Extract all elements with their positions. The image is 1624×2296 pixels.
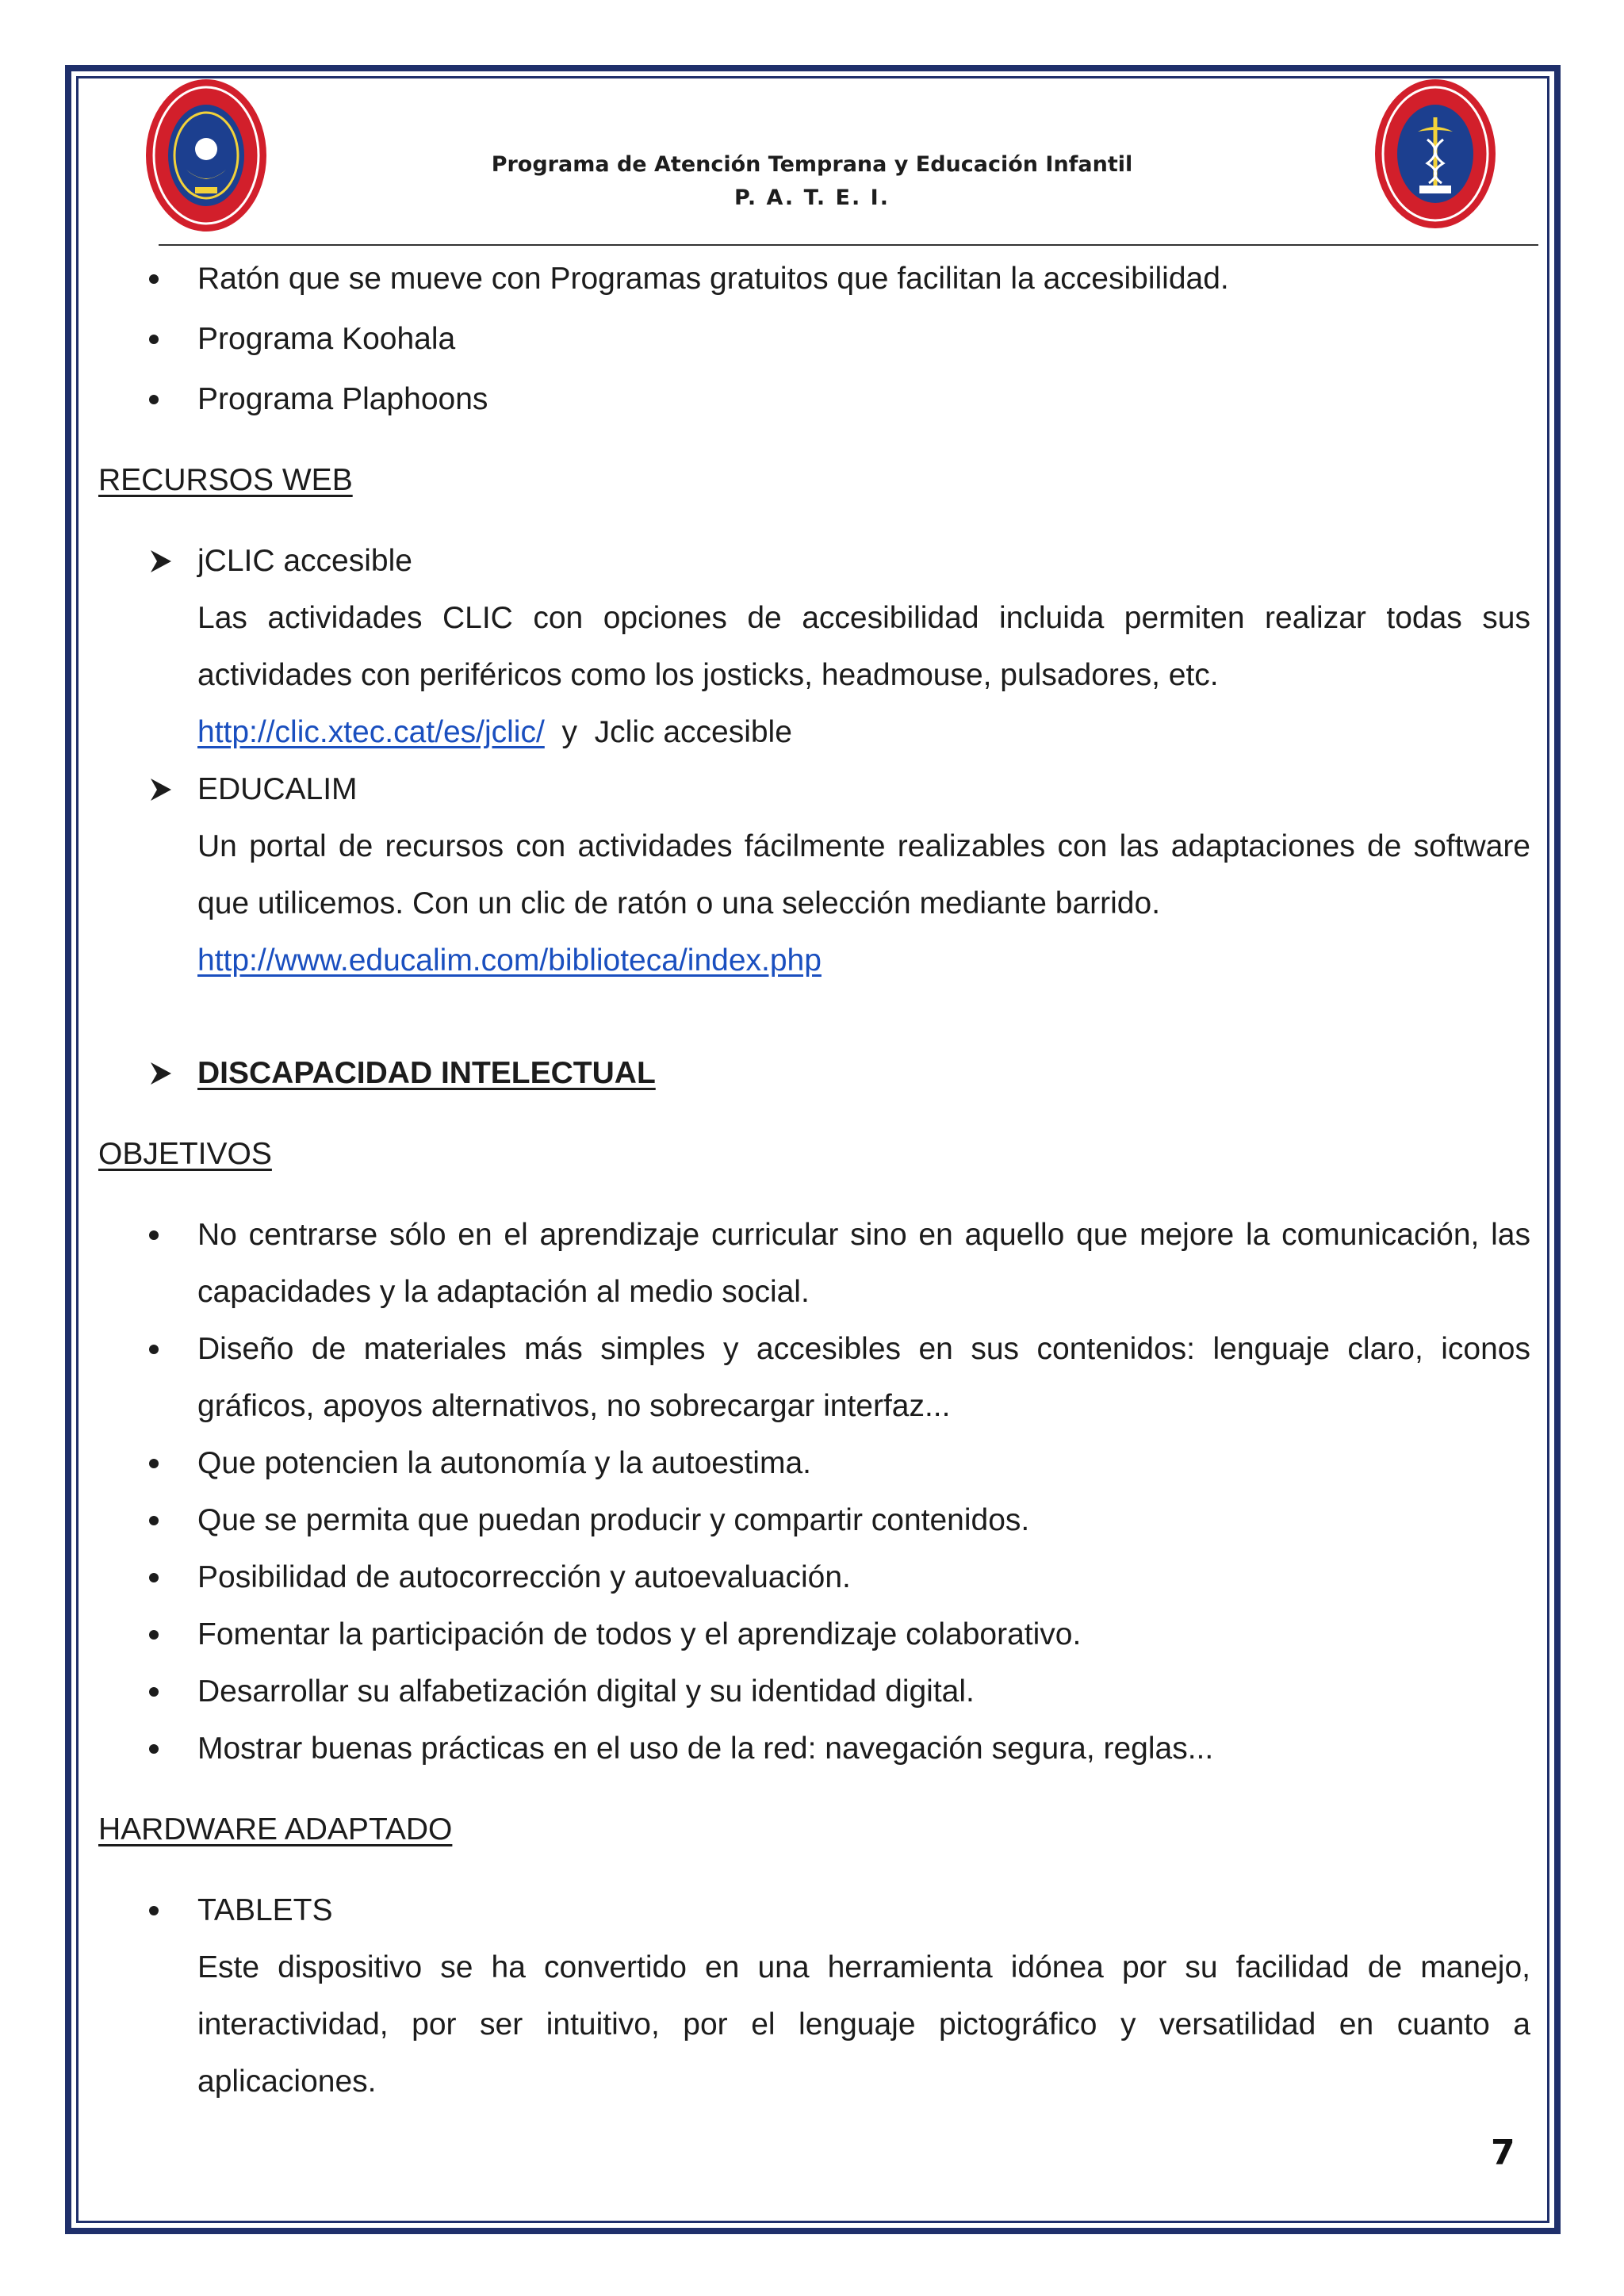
item-title: jCLIC accesible bbox=[197, 544, 412, 578]
header-divider bbox=[159, 244, 1538, 246]
list-item: Programa Plaphoons bbox=[98, 371, 1530, 428]
item-description: Este dispositivo se ha convertido en una herramienta idónea por su facilidad de manejo, interactividad, por ser intuitivo, por el lenguaje pictográfico y versatilidad en cuanto a aplicaciones. bbox=[197, 1950, 1530, 2099]
section-heading-hardware: HARDWARE ADAPTADO bbox=[98, 1812, 453, 1846]
item-links bbox=[197, 704, 1530, 761]
link-suffix: y Jclic accesible bbox=[544, 715, 792, 749]
list-item: Ratón que se mueve con Programas gratuitos que facilitan la accesibilidad. bbox=[98, 251, 1530, 308]
item-description: Las actividades CLIC con opciones de accesibilidad incluida permiten realizar todas sus actividades con periféricos como los josticks, headmouse, pulsadores, etc. bbox=[197, 601, 1530, 692]
list-item: Desarrollar su alfabetización digital y su identidad digital. bbox=[98, 1663, 1530, 1720]
page-number: 7 bbox=[1491, 2133, 1515, 2173]
header-title: Programa de Atención Temprana y Educación Infantil bbox=[491, 152, 1133, 177]
list-item-discapacidad bbox=[98, 1045, 1530, 1102]
list-item: Que se permita que puedan producir y compartir contenidos. bbox=[98, 1492, 1530, 1549]
header-subtitle: P. A. T. E. I. bbox=[734, 186, 890, 210]
section-heading-discapacidad: DISCAPACIDAD INTELECTUAL bbox=[197, 1056, 656, 1090]
list-item: No centrarse sólo en el aprendizaje curricular sino en aquello que mejore la comunicación, las capacidades y la adaptación al medio social. bbox=[98, 1207, 1530, 1321]
list-item: Mostrar buenas prácticas en el uso de la red: navegación segura, reglas... bbox=[98, 1720, 1530, 1777]
list-item-educalim bbox=[98, 761, 1530, 989]
list-item: Diseño de materiales más simples y accesibles en sus contenidos: lenguaje claro, iconos gráficos, apoyos alternativos, no sobrecargar interfaz... bbox=[98, 1321, 1530, 1435]
list-item: Programa Koohala bbox=[98, 311, 1530, 368]
section-heading-recursos-web: RECURSOS WEB bbox=[98, 463, 353, 497]
educalim-link[interactable]: http://www.educalim.com/biblioteca/index.php bbox=[197, 943, 822, 978]
arrow-right-icon bbox=[146, 1045, 178, 1102]
jclic-link[interactable]: http://clic.xtec.cat/es/jclic/ bbox=[197, 715, 545, 749]
page-content bbox=[98, 251, 1530, 2110]
item-title: TABLETS bbox=[197, 1893, 333, 1927]
list-item: Posibilidad de autocorrección y autoevaluación. bbox=[98, 1549, 1530, 1606]
arrow-right-icon bbox=[146, 533, 178, 590]
list-item-jclic bbox=[98, 533, 1530, 761]
item-description: Un portal de recursos con actividades fácilmente realizables con las adaptaciones de software que utilicemos. Con un clic de ratón o una selección mediante barrido. bbox=[197, 829, 1530, 920]
item-title: EDUCALIM bbox=[197, 772, 358, 806]
list-item: Fomentar la participación de todos y el aprendizaje colaborativo. bbox=[98, 1606, 1530, 1663]
list-item-tablets bbox=[98, 1882, 1530, 2110]
arrow-right-icon bbox=[146, 761, 178, 818]
section-heading-objetivos: OBJETIVOS bbox=[98, 1137, 272, 1171]
list-item: Que potencien la autonomía y la autoestima. bbox=[98, 1435, 1530, 1492]
